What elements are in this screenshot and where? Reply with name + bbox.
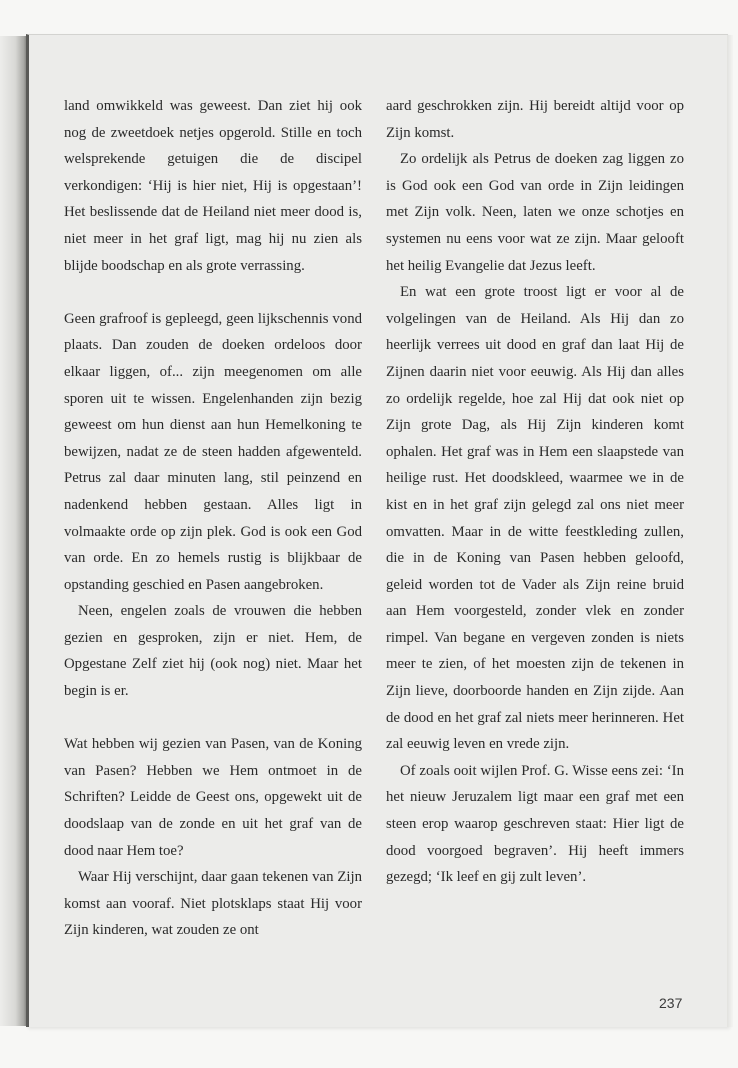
- paragraph: Zo ordelijk als Petrus de doeken zag liggen zo is God ook een God van orde in Zijn leidingen met Zijn volk. Neen, laten we onze schotjes en systemen nu eens voor wat ze zijn. Maar gelooft het heilig Evangelie dat Jezus leeft.: [386, 151, 684, 274]
- paragraph: Neen, engelen zoals de vrouwen die hebben gezien en gesproken, zijn er niet. Hem, de Opgestane Zelf ziet hij (ook nog) niet. Maar het begin is er.: [64, 603, 362, 700]
- book-spine-shadow: [0, 36, 28, 1026]
- paragraph: aard geschrokken zijn. Hij bereidt altijd voor op Zijn komst.: [386, 98, 684, 141]
- book-page: [26, 34, 728, 1027]
- paragraph: Of zoals ooit wijlen Prof. G. Wisse eens zei: ‘In het nieuw Jeruzalem ligt maar een graf met een steen erop waarop geschreven staat: Hier ligt de dood voorgoed begraven’. Hij heeft immers gezegd; ‘Ik leef en gij zult leven’.: [386, 762, 684, 886]
- page-number: 237: [659, 995, 683, 1011]
- paragraph: Geen grafroof is gepleegd, geen lijkschennis vond plaats. Dan zouden de doeken ordeloos door elkaar liggen, of... zijn meegenomen om alle sporen uit te wissen. Engelenhanden zijn bezig geweest om hun dienst aan hun Hemelkoning te bewijzen, nadat ze de steen hadden afgewenteld. Petrus zal daar minuten lang, stil peinzend en nadenkend hebben gestaan. Alles ligt in volmaakte orde op zijn plek. God is ook een God van orde. En zo hemels rustig is blijkbaar de opstanding geschied en Pasen aangebroken.: [64, 310, 362, 593]
- paragraph: En wat een grote troost ligt er voor al de volgelingen van de Heiland. Als Hij dan zo heerlijk verrees uit dood en graf dan laat Hij de Zijnen daarin niet voor eeuwig. Als Hij dan alles zo ordelijk regelde, hoe zal Hij dat ook niet op Zijn grote Dag, als Hij Zijn kinderen komt ophalen. Het graf was in Hem een slaapstede van heilige rust. Het doodskleed, waarmee we in de kist en in het graf zijn gelegd zal ons niet meer omvatten. Maar in de witte feestkleding zullen, die in de Koning van Pasen hebben geloofd, geleid worden tot de Vader als Zijn reine bruid aan Hem voorgesteld, zonder vlek en zonder rimpel. Van begane en vergeven zonden is niets meer te zien, of het moesten zijn de tekenen in Zijn lieve, doorboorde handen en Zijn zijde. Aan de dood en het graf zal niets meer herinneren. Het zal eeuwig leven en vrede zijn.: [386, 284, 684, 753]
- paragraph: land omwikkeld was geweest. Dan ziet hij ook nog de zweetdoek netjes opgerold. Stille en toch welsprekende getuigen die de discipel verkondigen: ‘Hij is hier niet, Hij is opgestaan’! Het beslissende dat de Heiland niet meer dood is, niet meer in het graf ligt, mag hij nu zien als blijde boodschap en als grote verrassing.: [64, 98, 362, 274]
- right-text-column: [386, 93, 684, 891]
- left-text-column: [64, 93, 362, 944]
- paragraph: Wat hebben wij gezien van Pasen, van de Koning van Pasen? Hebben we Hem ontmoet in de Schriften? Leidde de Geest ons, opgewekt uit de doodslaap van de zonde en uit het graf van de dood naar Hem toe?: [64, 736, 362, 859]
- paragraph: Waar Hij verschijnt, daar gaan tekenen van Zijn komst aan vooraf. Niet plotsklaps staat Hij voor Zijn kinderen, wat zouden ze ont: [64, 869, 362, 939]
